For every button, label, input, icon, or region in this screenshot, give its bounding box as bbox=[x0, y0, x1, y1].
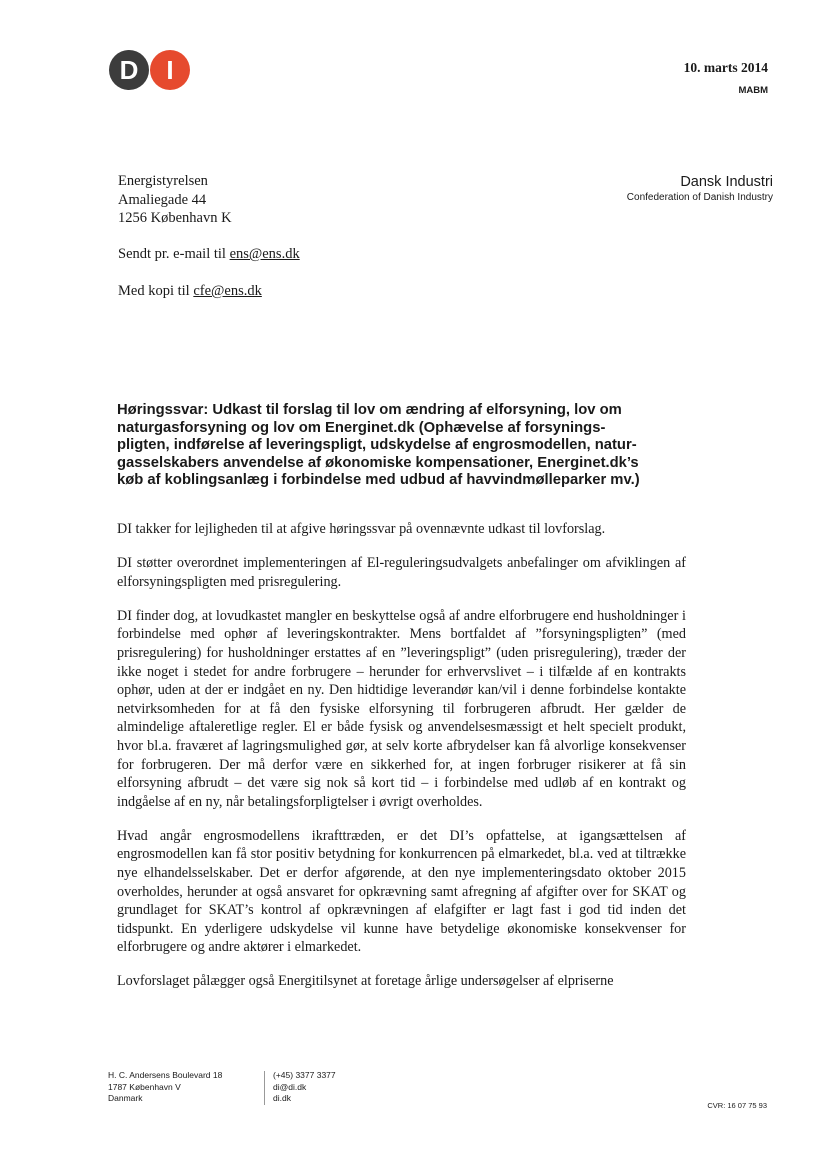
subject-line: naturgasforsyning og lov om Energinet.dk (Ophævelse af forsynings- bbox=[117, 419, 606, 436]
footer-address bbox=[108, 1070, 222, 1105]
sender-organisation bbox=[627, 174, 773, 203]
footer-street: H. C. Andersens Boulevard 18 bbox=[108, 1070, 223, 1080]
footer-country: Danmark bbox=[108, 1093, 143, 1103]
letter-body bbox=[117, 520, 686, 1007]
body-paragraph-4: Hvad angår engrosmodellens ikrafttræden, er det DI’s opfattelse, at igangsættelsen af engrosmodellen kan få stor positiv betydning for konkurrencen på elmarkedet, bl.a. ved at tiltrække nye elhandelsselskaber. Det er derfor afgørende, at den nye implementeringsdato oktober 2015 overholdes, herunder at også ansvaret for opkrævning samt afregning af afgifter over for SKAT og grundlaget for SKAT’s kontrol af opkrævningen af elafgifter er lagt fast i god tid inden det tidspunkt. En yderligere udskydelse vil kunne have betydelige økonomiske konsekvenser for elforbrugere og andre aktører i elmarkedet. bbox=[117, 827, 686, 956]
footer-cvr: CVR: 16 07 75 93 bbox=[707, 1101, 767, 1110]
subject-line: gasselskabers anvendelse af økonomiske kompensationer, Energinet.dk’s bbox=[117, 454, 639, 471]
body-paragraph-1: DI takker for lejligheden til at afgive høringssvar på ovennævnte udkast til lovforslag. bbox=[117, 521, 606, 537]
logo-letter-i: I bbox=[150, 50, 190, 90]
copy-email-link[interactable]: cfe@ens.dk bbox=[193, 283, 262, 299]
footer-email: di@di.dk bbox=[273, 1081, 307, 1092]
sender-subtitle: Confederation of Danish Industry bbox=[626, 192, 773, 203]
recipient-street: Amaliegade 44 bbox=[118, 191, 207, 208]
footer-divider bbox=[264, 1071, 265, 1105]
footer-city: 1787 København V bbox=[108, 1081, 181, 1092]
copy-prefix: Med kopi til bbox=[118, 283, 194, 299]
body-paragraph-3: DI finder dog, at lovudkastet mangler en beskyttelse også af andre elforbrugere end husholdninger i forbindelse med ophør af leveringskontrakter. Mens bortfaldet af ”forsyningspligten” (med prisregulering) for husholdninger erstattes af en ”leveringspligt” (uden prisregulering), træder der ikke noget i stedet for andre forbrugere – herunder for erhvervslivet – i tilfælde af en kontrakts ophør, uden at der er indgået en ny. Den hidtidige leverandør kan/vil i denne forbindelse kontakte netvirksomheden for at få den fysiske elforsyning til forbrugeren afbrudt. Her gælder de almindelige aftaleretlige regler. El er både fysisk og anvendelsesmæssigt et helt specielt produkt, hvor bl.a. fraværet af lagringsmulighed gør, at selv korte afbrydelser kan få alvorlige konsekvenser for forbrugeren. Der må derfor være en sikkerhed for, at ingen forbruger risikerer at få sin elforsyning afbrudt – det være sig nok så kort tid – i forbindelse med udløb af en kontrakt og indgåelse af en ny, når betalingsforpligtelser i øvrigt overholdes. bbox=[117, 607, 686, 810]
letter-subject bbox=[117, 402, 697, 490]
copy-line bbox=[118, 283, 262, 300]
logo-letter-d: D bbox=[109, 50, 149, 90]
letter-date: 10. marts 2014 bbox=[683, 60, 768, 75]
author-initials: MABM bbox=[738, 85, 768, 96]
footer-contact bbox=[273, 1070, 336, 1105]
di-logo bbox=[109, 50, 193, 92]
body-paragraph-5: Lovforslaget pålægger også Energitilsynet at foretage årlige undersøgelser af elpriserne bbox=[117, 973, 614, 990]
recipient-address bbox=[118, 172, 232, 228]
sent-email-link[interactable]: ens@ens.dk bbox=[229, 246, 300, 262]
subject-line: pligten, indførelse af leveringspligt, udskydelse af engrosmodellen, natur- bbox=[117, 437, 637, 454]
sent-prefix: Sendt pr. e-mail til bbox=[118, 246, 230, 262]
sender-name: Dansk Industri bbox=[680, 174, 773, 190]
sent-line bbox=[118, 246, 300, 263]
footer-phone: (+45) 3377 3377 bbox=[273, 1070, 336, 1080]
recipient-name: Energistyrelsen bbox=[118, 173, 208, 189]
recipient-city: 1256 København K bbox=[118, 210, 232, 226]
body-paragraph-2: DI støtter overordnet implementeringen af El-reguleringsudvalgets anbefalinger om afviklingen af elforsyningspligten med prisregulering. bbox=[117, 555, 686, 590]
subject-line: køb af koblingsanlæg i forbindelse med udbud af havvindmølleparker mv.) bbox=[117, 472, 640, 489]
footer-web: di.dk bbox=[273, 1093, 291, 1103]
subject-line: Høringssvar: Udkast til forslag til lov om ændring af elforsyning, lov om bbox=[117, 402, 622, 418]
